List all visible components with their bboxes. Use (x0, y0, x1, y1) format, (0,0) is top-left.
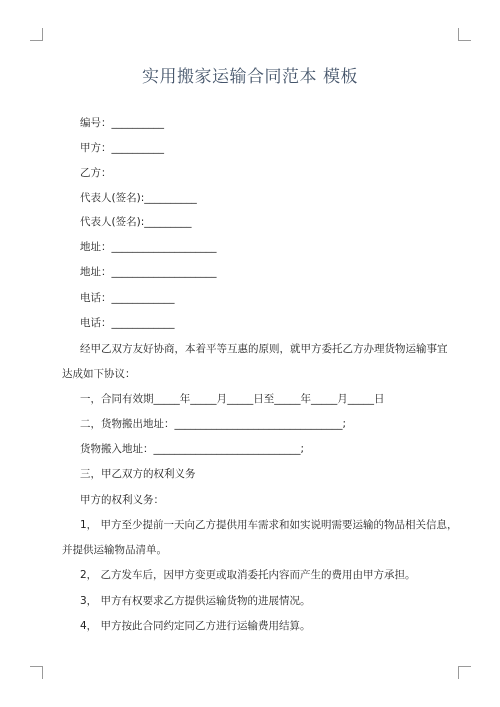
clause-move-out-address: 二，货物搬出地址：________________________________; (80, 418, 347, 430)
item-4: 4， 甲方按此合同约定同乙方进行运输费用结算。 (80, 620, 311, 632)
clause-validity-period: 一，合同有效期_____年_____月_____日至_____年_____月_____日 (80, 393, 385, 405)
intro-paragraph-line-1: 经甲乙双方友好协商，本着平等互惠的原则，就甲方委托乙方办理货物运输事宜 (80, 343, 448, 355)
field-representative-b: 代表人(签名):_________ (80, 216, 192, 228)
field-party-a: 甲方：__________ (80, 142, 164, 154)
item-1-line-2: 并提供运输物品清单。 (62, 544, 167, 556)
item-1-line-1: 1， 甲方至少提前一天向乙方提供用车需求和如实说明需要运输的物品相关信息， (80, 519, 458, 531)
item-3: 3， 甲方有权要求乙方提供运输货物的进展情况。 (80, 595, 311, 607)
item-2: 2， 乙方发车后，因甲方变更或取消委托内容而产生的费用由甲方承担。 (80, 569, 416, 581)
intro-paragraph-line-2: 达成如下协议： (62, 368, 136, 380)
field-number: 编号：__________ (80, 117, 164, 129)
document-title: 实用搬家运输合同范本 模板 (142, 67, 358, 87)
field-phone-a: 电话：____________ (80, 292, 175, 304)
page-corner-mark-bottom-right (458, 666, 471, 679)
page-corner-mark-bottom-left (30, 666, 43, 679)
party-a-rights-heading: 甲方的权利义务： (80, 494, 164, 506)
page-corner-mark-top-right (458, 28, 471, 41)
field-address-a: 地址：____________________ (80, 241, 217, 253)
field-address-b: 地址：____________________ (80, 266, 217, 278)
clause-move-in-address: 货物搬入地址：____________________________; (80, 443, 305, 455)
page-corner-mark-top-left (30, 28, 43, 41)
field-party-b: 乙方： (80, 167, 112, 179)
clause-rights-obligations-heading: 三，甲乙双方的权利义务 (80, 468, 196, 480)
field-phone-b: 电话：____________ (80, 317, 175, 329)
field-representative-a: 代表人(签名):__________ (80, 192, 197, 204)
